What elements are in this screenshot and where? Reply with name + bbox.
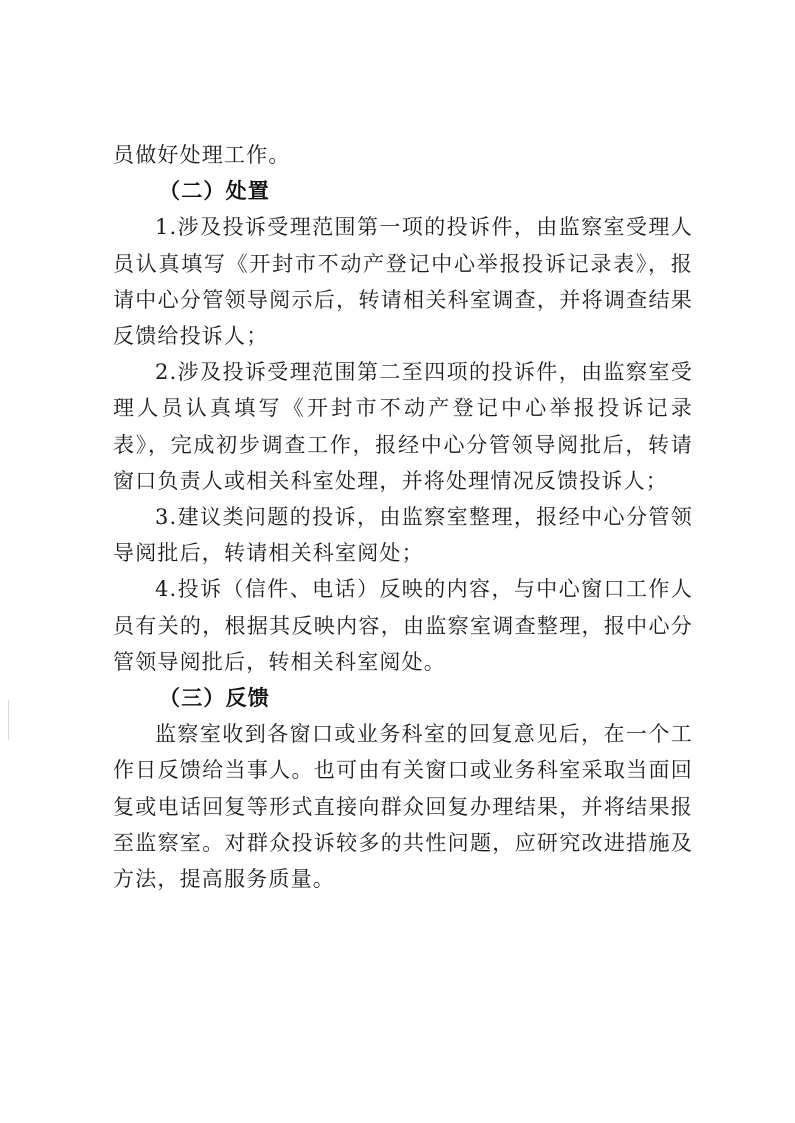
scan-edge-mark [8,700,9,740]
paragraph-continuation: 员做好处理工作。 [113,143,291,167]
paragraph-item-1: 1.涉及投诉受理范围第一项的投诉件，由监察室受理人员认真填写《开封市不动产登记中心举报投诉记录表》，报请中心分管领导阅示后，转请相关科室调查，并将调查结果反馈给投诉人； [113,215,693,349]
paragraph-feedback: 监察室收到各窗口或业务科室的回复意见后，在一个工作日反馈给当事人。也可由有关窗口或业务科室采取当面回复或电话回复等形式直接向群众回复办理结果，并将结果报至监察室。对群众投诉较多的共性问题，应研究改进措施及方法，提高服务质量。 [113,722,693,892]
section-heading-disposal: （二）处置 [159,178,270,204]
paragraph-item-2: 2.涉及投诉受理范围第二至四项的投诉件，由监察室受理人员认真填写《开封市不动产登记中心举报投诉记录表》，完成初步调查工作，报经中心分管领导阅批后，转请窗口负责人或相关科室处理，并将处理情况反馈投诉人； [113,360,693,493]
section-heading-feedback: （三）反馈 [159,685,270,711]
paragraph-item-3: 3.建议类问题的投诉，由监察室整理，报经中心分管领导阅批后，转请相关科室阅处； [113,505,693,566]
paragraph-item-4: 4.投诉（信件、电话）反映的内容，与中心窗口工作人员有关的，根据其反映内容，由监察室调查整理，报中心分管领导阅批后，转相关科室阅处。 [113,577,693,674]
document-body [113,137,693,897]
